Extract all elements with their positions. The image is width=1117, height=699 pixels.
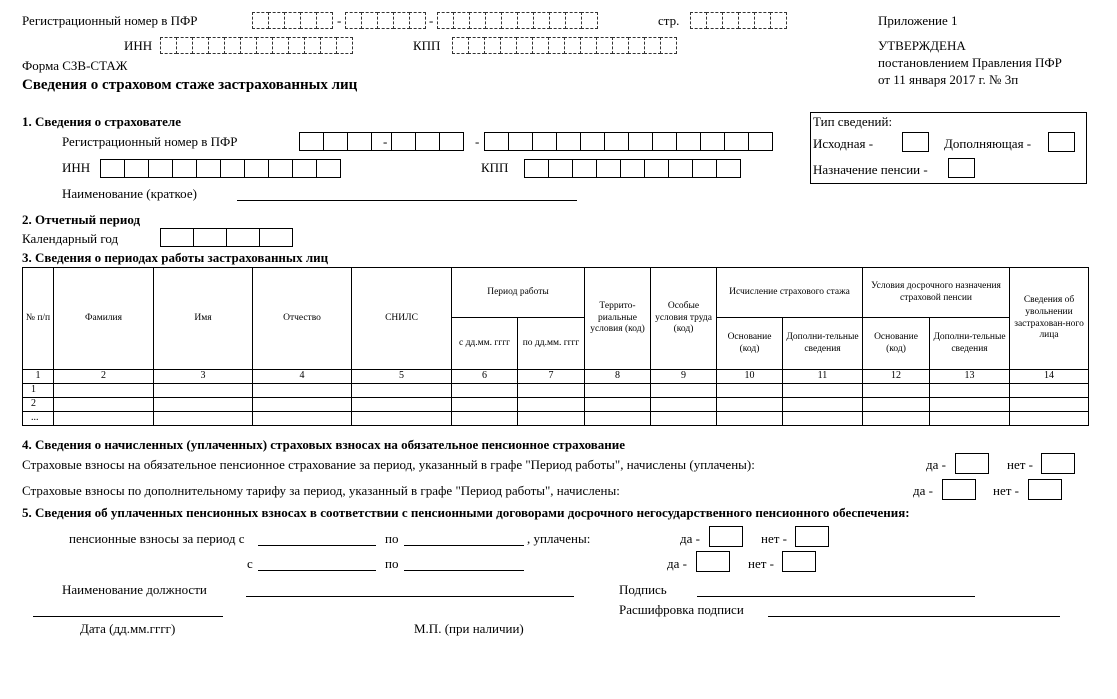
table-cell[interactable]	[518, 384, 585, 398]
col-number: 3	[154, 370, 253, 384]
s5-from-label: с	[247, 556, 253, 571]
header-reg-cells-2[interactable]	[345, 12, 425, 31]
section1-heading: 1. Сведения о страхователе	[22, 114, 181, 129]
table-cell[interactable]	[863, 412, 930, 426]
col-number: 5	[352, 370, 452, 384]
s5-from-input-2[interactable]	[258, 570, 376, 571]
s5-to-input-2[interactable]	[404, 570, 524, 571]
approved-date: от 11 января 2017 г. № 3п	[878, 72, 1019, 87]
col-header-early-extra: Дополни-тельные сведения	[930, 318, 1010, 370]
col-number: 9	[651, 370, 717, 384]
dash: -	[475, 134, 480, 149]
table-cell[interactable]	[518, 412, 585, 426]
table-cell[interactable]	[154, 398, 253, 412]
s2-year-cells[interactable]	[160, 228, 292, 247]
table-cell[interactable]	[930, 398, 1010, 412]
col-number: 1	[23, 370, 54, 384]
info-type-additional-label: Дополняющая -	[944, 136, 1032, 151]
table-cell[interactable]	[452, 398, 518, 412]
table-cell[interactable]	[1010, 412, 1089, 426]
position-label: Наименование должности	[62, 582, 207, 597]
table-cell[interactable]	[253, 412, 352, 426]
table-cell[interactable]	[54, 398, 154, 412]
header-reg-label: Регистрационный номер в ПФР	[22, 13, 198, 28]
table-cell[interactable]	[54, 384, 154, 398]
section2-heading: 2. Отчетный период	[22, 212, 141, 227]
table-cell[interactable]	[352, 398, 452, 412]
header-kpp-cells[interactable]	[452, 37, 676, 56]
s1-kpp-cells[interactable]	[524, 159, 740, 178]
col-header-early-basis: Основание (код)	[863, 318, 930, 370]
s5-from-input-1[interactable]	[258, 545, 376, 546]
s1-name-input-line[interactable]	[237, 200, 577, 201]
approved-by: постановлением Правления ПФР	[878, 55, 1062, 70]
s1-inn-label: ИНН	[62, 160, 91, 175]
table-cell[interactable]	[717, 412, 783, 426]
header-page-label: стр.	[658, 13, 680, 28]
table-cell[interactable]	[717, 384, 783, 398]
col-number: 11	[783, 370, 863, 384]
s5-yes-box-1[interactable]	[709, 526, 743, 547]
dash: -	[383, 134, 388, 149]
col-header-insurance: Исчисление страхового стажа	[717, 268, 863, 318]
col-number: 12	[863, 370, 930, 384]
table-cell[interactable]	[452, 412, 518, 426]
s5-yes-box-2[interactable]	[696, 551, 730, 572]
table-cell[interactable]	[1010, 384, 1089, 398]
col-number: 4	[253, 370, 352, 384]
col-header-surname: Фамилия	[54, 268, 154, 370]
table-cell[interactable]	[930, 384, 1010, 398]
col-header-early: Условия досрочного назначения страховой пенсии	[863, 268, 1010, 318]
s5-no-box-1[interactable]	[795, 526, 829, 547]
s1-reg-cells-1[interactable]	[299, 132, 395, 151]
table-cell[interactable]	[783, 384, 863, 398]
date-input-line[interactable]	[33, 616, 223, 617]
s5-yes-label-2: да -	[667, 556, 687, 571]
header-kpp-label: КПП	[413, 38, 441, 53]
section5-heading: 5. Сведения об уплаченных пенсионных взносах в соответствии с пенсионными договорами досрочного негосударственного пенсионного обеспечения:	[22, 505, 910, 520]
table-cell[interactable]	[154, 412, 253, 426]
signature-label: Подпись	[619, 582, 667, 597]
section4-heading: 4. Сведения о начисленных (уплаченных) страховых взносах на обязательное пенсионное страхование	[22, 437, 626, 452]
table-cell[interactable]	[54, 412, 154, 426]
table-cell[interactable]	[1010, 398, 1089, 412]
s1-reg-cells-3[interactable]	[484, 132, 772, 151]
col-number: 14	[1010, 370, 1089, 384]
info-type-pension-box[interactable]	[948, 158, 975, 178]
col-header-territorial: Террито-риальные условия (код)	[585, 268, 651, 370]
col-number: 2	[54, 370, 154, 384]
col-header-from: с дд.мм. гггг	[452, 318, 518, 370]
s4-line1-yes-box[interactable]	[955, 453, 989, 474]
table-cell[interactable]	[452, 384, 518, 398]
table-cell[interactable]	[651, 398, 717, 412]
s4-line2-yes-label: да -	[913, 483, 933, 498]
table-cell[interactable]	[518, 398, 585, 412]
table-cell[interactable]	[783, 398, 863, 412]
signature-decode-label: Расшифровка подписи	[619, 602, 744, 617]
col-header-to: по дд.мм. гггг	[518, 318, 585, 370]
s5-to-label-2: по	[385, 556, 399, 571]
header-inn-cells[interactable]	[160, 37, 352, 56]
table-cell[interactable]	[352, 412, 452, 426]
s4-line1-no-label: нет -	[1007, 457, 1033, 472]
date-label: Дата (дд.мм.гггг)	[80, 621, 176, 636]
form-code: Форма СЗВ-СТАЖ	[22, 58, 128, 73]
table-cell[interactable]	[651, 412, 717, 426]
col-header-snils: СНИЛС	[352, 268, 452, 370]
s1-kpp-label: КПП	[481, 160, 509, 175]
col-header-name: Имя	[154, 268, 253, 370]
info-type-pension-label: Назначение пенсии -	[813, 162, 928, 177]
s5-paid-label: , уплачены:	[527, 531, 591, 546]
table-cell[interactable]	[585, 412, 651, 426]
col-header-ins-extra: Дополни-тельные сведения	[783, 318, 863, 370]
col-header-ins-basis: Основание (код)	[717, 318, 783, 370]
row-number: ...	[23, 412, 54, 426]
position-input-line[interactable]	[246, 596, 574, 597]
table-cell[interactable]	[253, 384, 352, 398]
approved-label: УТВЕРЖДЕНА	[878, 38, 966, 53]
appendix-label: Приложение 1	[878, 13, 958, 28]
s4-line1-yes-label: да -	[926, 457, 946, 472]
s5-no-label-2: нет -	[748, 556, 774, 571]
s4-line2: Страховые взносы по дополнительному тарифу за период, указанный в графе "Период работы", начислены:	[22, 483, 620, 498]
s4-line1-no-box[interactable]	[1041, 453, 1075, 474]
header-reg-cells-1[interactable]	[252, 12, 332, 31]
col-header-special: Особые условия труда (код)	[651, 268, 717, 370]
s4-line2-no-label: нет -	[993, 483, 1019, 498]
table-cell[interactable]	[585, 398, 651, 412]
table-cell[interactable]	[585, 384, 651, 398]
s5-to-label: по	[385, 531, 399, 546]
table-cell[interactable]	[863, 398, 930, 412]
table-cell[interactable]	[783, 412, 863, 426]
table-cell[interactable]	[863, 384, 930, 398]
section3-heading: 3. Сведения о периодах работы застрахованных лиц	[22, 250, 329, 265]
signature-decode-input-line[interactable]	[768, 616, 1060, 617]
s4-line2-no-box[interactable]	[1028, 479, 1062, 500]
dash: -	[429, 13, 434, 28]
table-cell[interactable]	[717, 398, 783, 412]
signature-input-line[interactable]	[697, 596, 975, 597]
info-type-original-box[interactable]	[902, 132, 929, 152]
row-number: 1	[23, 384, 54, 398]
col-number: 8	[585, 370, 651, 384]
col-header-period: Период работы	[452, 268, 585, 318]
table-cell[interactable]	[352, 384, 452, 398]
table-row	[23, 412, 1089, 426]
table-row	[23, 398, 1089, 412]
col-header-patronymic: Отчество	[253, 268, 352, 370]
s5-to-input-1[interactable]	[404, 545, 524, 546]
table-cell[interactable]	[651, 384, 717, 398]
col-header-no: № п/п	[23, 268, 54, 370]
table-row	[23, 384, 1089, 398]
s4-line2-yes-box[interactable]	[942, 479, 976, 500]
col-number: 13	[930, 370, 1010, 384]
dash: -	[337, 13, 342, 28]
header-reg-cells-3[interactable]	[437, 12, 597, 31]
s2-year-label: Календарный год	[22, 231, 119, 246]
s5-no-label-1: нет -	[761, 531, 787, 546]
s1-reg-cells-2[interactable]	[391, 132, 463, 151]
s5-period-label: пенсионные взносы за период с	[69, 531, 245, 546]
s4-line1: Страховые взносы на обязательное пенсионное страхование за период, указанный в графе "Период работы", начислены (уплачены):	[22, 457, 755, 472]
row-number: 2	[23, 398, 54, 412]
info-type-title: Тип сведений:	[813, 114, 893, 129]
header-inn-label: ИНН	[124, 38, 153, 53]
col-header-dismissal: Сведения об увольнении застрахован-ного лица	[1010, 268, 1089, 370]
info-type-original-label: Исходная -	[813, 136, 874, 151]
table-cell[interactable]	[154, 384, 253, 398]
s1-inn-cells[interactable]	[100, 159, 340, 178]
table-cell[interactable]	[253, 398, 352, 412]
stamp-label: М.П. (при наличии)	[414, 621, 524, 636]
col-number: 6	[452, 370, 518, 384]
s5-no-box-2[interactable]	[782, 551, 816, 572]
col-number: 10	[717, 370, 783, 384]
info-type-additional-box[interactable]	[1048, 132, 1075, 152]
page-title: Сведения о страховом стаже застрахованных лиц	[22, 77, 358, 93]
table-cell[interactable]	[930, 412, 1010, 426]
col-number: 7	[518, 370, 585, 384]
s1-reg-label: Регистрационный номер в ПФР	[62, 134, 238, 149]
s5-yes-label-1: да -	[680, 531, 700, 546]
s1-name-label: Наименование (краткое)	[62, 186, 197, 201]
work-periods-table	[22, 267, 1089, 426]
header-page-cells[interactable]	[690, 12, 786, 31]
